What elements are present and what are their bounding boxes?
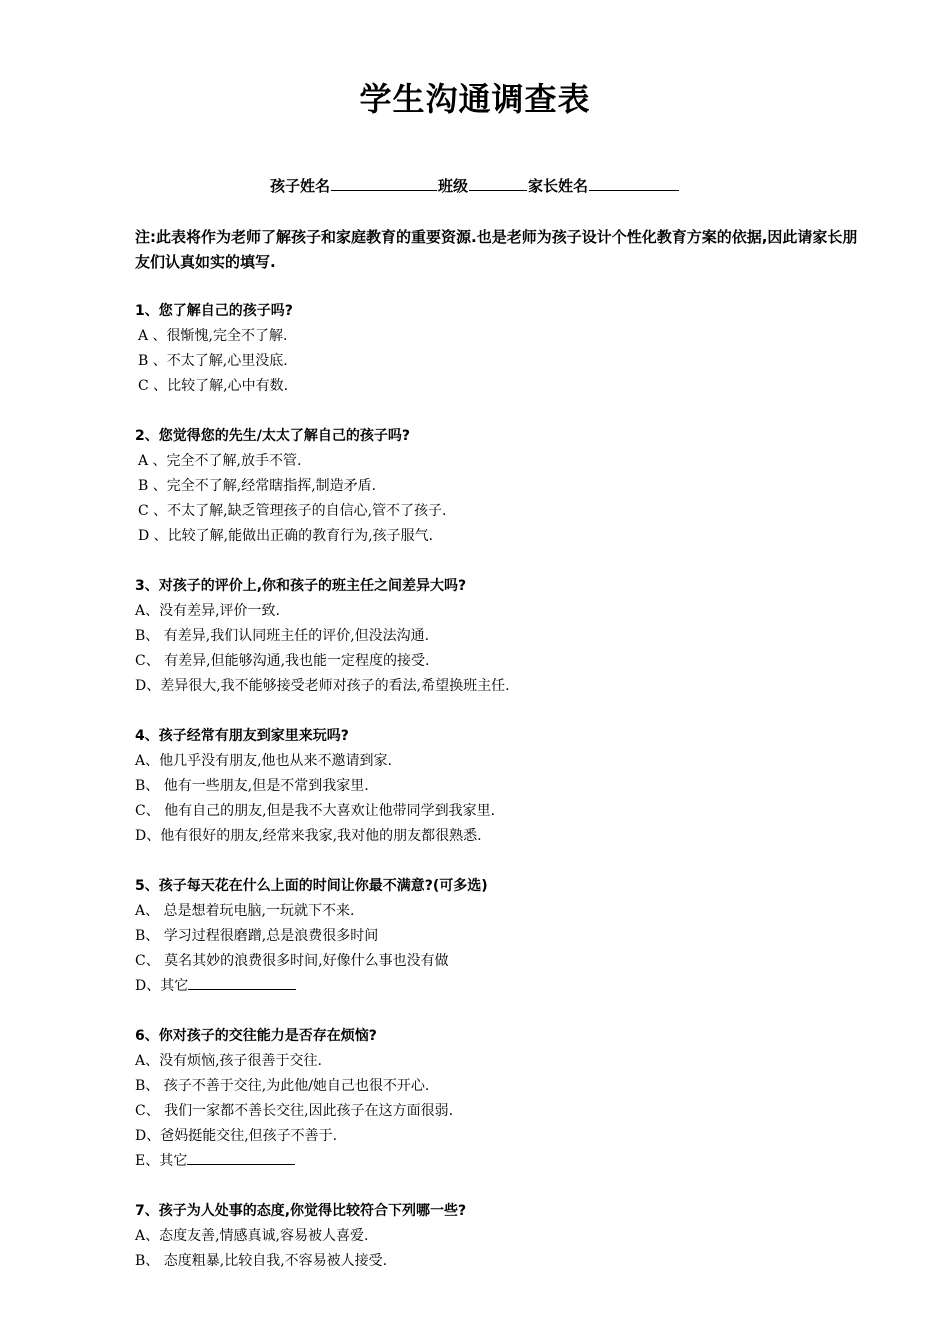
- option-d: D、爸妈挺能交往,但孩子不善于.: [135, 1128, 338, 1144]
- child-name-label: 孩子姓名: [269, 177, 330, 195]
- class-label: 班级: [437, 177, 468, 195]
- question-7: [135, 1199, 860, 1274]
- option-c: C、 莫名其妙的浪费很多时间,好像什么事也没有做: [135, 953, 449, 969]
- question-list: [135, 299, 860, 1299]
- option-d: D、差异很大,我不能够接受老师对孩子的看法,希望换班主任.: [135, 678, 510, 694]
- child-name-blank: [331, 174, 437, 191]
- option-c: C 、不太了解,缺乏管理孩子的自信心,管不了孩子.: [138, 503, 447, 519]
- fill-in-blank: [187, 1150, 295, 1165]
- info-line: [0, 174, 950, 197]
- option-c: C 、比较了解,心中有数.: [138, 378, 289, 394]
- option-b: B、 态度粗暴,比较自我,不容易被人接受.: [135, 1253, 388, 1269]
- question-text: 3、对孩子的评价上,你和孩子的班主任之间差异大吗?: [135, 578, 467, 594]
- option-c: C、 我们一家都不善长交往,因此孩子在这方面很弱.: [135, 1103, 454, 1119]
- option-b: B、 学习过程很磨蹭,总是浪费很多时间: [135, 928, 379, 944]
- parent-name-blank: [589, 174, 679, 191]
- question-text: 7、孩子为人处事的态度,你觉得比较符合下列哪一些?: [135, 1203, 467, 1219]
- question-1: [135, 299, 860, 399]
- option-b: B、 有差异,我们认同班主任的评价,但没法沟通.: [135, 628, 430, 644]
- option-d: D 、比较了解,能做出正确的教育行为,孩子服气.: [138, 528, 434, 544]
- question-text: 6、你对孩子的交往能力是否存在烦恼?: [135, 1028, 377, 1044]
- question-text: 2、您觉得您的先生/太太了解自己的孩子吗?: [135, 428, 410, 444]
- option-a: A 、很惭愧,完全不了解.: [138, 328, 288, 344]
- question-5: [135, 874, 860, 999]
- fill-in-blank: [188, 975, 296, 990]
- question-text: 5、孩子每天花在什么上面的时间让你最不满意?(可多选): [135, 878, 488, 894]
- option-c: C、 有差异,但能够沟通,我也能一定程度的接受.: [135, 653, 430, 669]
- page-title: 学生沟通调查表: [359, 80, 591, 118]
- option-a: A、 总是想着玩电脑,一玩就下不来.: [135, 903, 355, 919]
- option-b: B、 他有一些朋友,但是不常到我家里.: [135, 778, 369, 794]
- option-a: A、态度友善,情感真诚,容易被人喜爱.: [135, 1228, 369, 1244]
- question-6: [135, 1024, 860, 1174]
- option-a: A 、完全不了解,放手不管.: [138, 453, 302, 469]
- option-d-other: [135, 974, 860, 999]
- option-b: B、 孩子不善于交往,为此他/她自己也很不开心.: [135, 1078, 430, 1094]
- option-e-other: [135, 1149, 860, 1174]
- option-b: B 、完全不了解,经常瞎指挥,制造矛盾.: [138, 478, 377, 494]
- parent-name-label: 家长姓名: [528, 177, 589, 195]
- option-c: C、 他有自己的朋友,但是我不大喜欢让他带同学到我家里.: [135, 803, 496, 819]
- option-d-label: D、其它: [135, 978, 189, 994]
- question-2: [135, 424, 860, 549]
- question-text: 1、您了解自己的孩子吗?: [135, 303, 293, 319]
- option-e-label: E、其它: [135, 1153, 188, 1169]
- note-paragraph: 注:此表将作为老师了解孩子和家庭教育的重要资源.也是老师为孩子设计个性化教育方案的依据,因此请家长朋友们认真如实的填写.: [135, 228, 858, 271]
- option-a: A、没有差异,评价一致.: [135, 603, 281, 619]
- class-blank: [469, 174, 527, 191]
- option-b: B 、不太了解,心里没底.: [138, 353, 288, 369]
- option-d: D、他有很好的朋友,经常来我家,我对他的朋友都很熟悉.: [135, 828, 482, 844]
- option-a: A、没有烦恼,孩子很善于交往.: [135, 1053, 323, 1069]
- option-a: A、他几乎没有朋友,他也从来不邀请到家.: [135, 753, 393, 769]
- question-text: 4、孩子经常有朋友到家里来玩吗?: [135, 728, 349, 744]
- question-4: [135, 724, 860, 849]
- question-3: [135, 574, 860, 699]
